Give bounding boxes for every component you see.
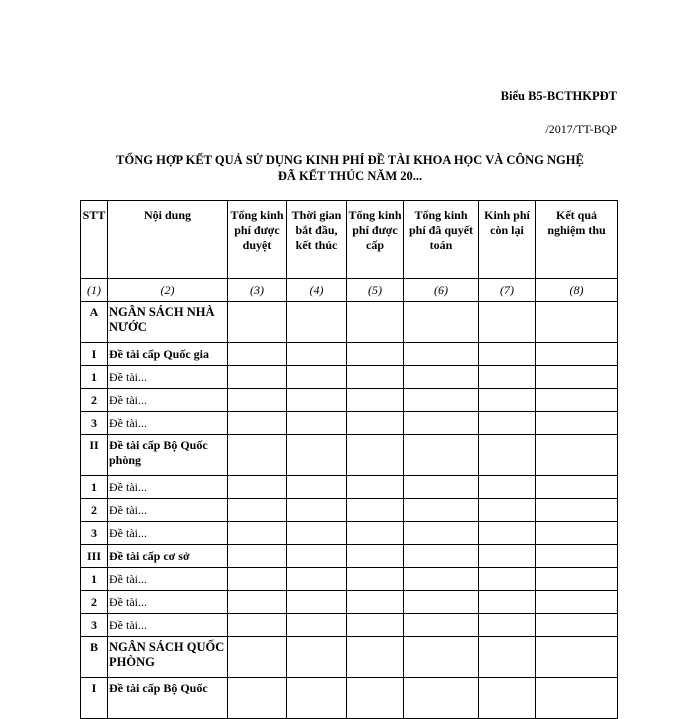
table-cell: [479, 614, 536, 637]
table-cell: [404, 476, 479, 499]
table-cell: [287, 568, 347, 591]
table-cell: [536, 568, 618, 591]
row-content: Đề tài...: [108, 591, 228, 614]
table-cell: [347, 499, 404, 522]
row-stt: 1: [81, 568, 108, 591]
table-cell: [347, 522, 404, 545]
row-content: Đề tài...: [108, 522, 228, 545]
row-stt: 2: [81, 591, 108, 614]
table-cell: [228, 614, 287, 637]
table-cell: [228, 389, 287, 412]
table-cell: [228, 476, 287, 499]
title-line-2: ĐÃ KẾT THÚC NĂM 20...: [277, 169, 423, 183]
table-cell: [287, 637, 347, 678]
table-cell: [479, 476, 536, 499]
table-cell: [536, 302, 618, 343]
table-cell: [479, 412, 536, 435]
table-row: [81, 412, 618, 435]
row-content: NGÂN SÁCH QUỐC PHÒNG: [108, 637, 228, 678]
table-row: [81, 343, 618, 366]
table-row: [81, 637, 618, 678]
table-cell: [479, 678, 536, 719]
table-cell: [536, 499, 618, 522]
table-cell: [287, 435, 347, 476]
table-row: [81, 678, 618, 719]
table-cell: [536, 545, 618, 568]
table-cell: [287, 522, 347, 545]
table-cell: [479, 522, 536, 545]
table-cell: [404, 499, 479, 522]
row-stt: II: [81, 435, 108, 476]
row-stt: A: [81, 302, 108, 343]
table-cell: [404, 343, 479, 366]
table-row: [81, 545, 618, 568]
column-header-content: Nội dung: [108, 201, 228, 279]
column-number: (1): [81, 279, 108, 302]
table-row: [81, 568, 618, 591]
table-cell: [228, 302, 287, 343]
column-number: (8): [536, 279, 618, 302]
table-cell: [404, 389, 479, 412]
row-stt: 3: [81, 412, 108, 435]
table-cell: [404, 591, 479, 614]
table-cell: [479, 545, 536, 568]
table-cell: [536, 591, 618, 614]
table-row: [81, 499, 618, 522]
table-cell: [536, 389, 618, 412]
table-cell: [347, 366, 404, 389]
table-cell: [404, 545, 479, 568]
row-content: Đề tài...: [108, 568, 228, 591]
table-cell: [536, 678, 618, 719]
form-code: Biểu B5-BCTHKPĐT: [500, 89, 617, 103]
row-content: Đề tài...: [108, 476, 228, 499]
table-cell: [536, 412, 618, 435]
table-cell: [347, 591, 404, 614]
table-cell: [404, 522, 479, 545]
document-title: [80, 152, 620, 184]
table-cell: [228, 522, 287, 545]
table-row: [81, 522, 618, 545]
table-cell: [287, 678, 347, 719]
table-cell: [404, 614, 479, 637]
report-table: [80, 200, 618, 719]
table-cell: [228, 435, 287, 476]
table-cell: [404, 302, 479, 343]
column-header-time-period: Thời gian bắt đầu, kết thúc: [287, 201, 347, 279]
table-cell: [479, 591, 536, 614]
table-cell: [479, 568, 536, 591]
row-stt: 1: [81, 476, 108, 499]
table-cell: [536, 522, 618, 545]
table-cell: [347, 637, 404, 678]
column-header-stt: STT: [81, 201, 108, 279]
table-row: [81, 366, 618, 389]
table-cell: [287, 499, 347, 522]
table-cell: [536, 614, 618, 637]
table-cell: [536, 637, 618, 678]
column-header-allocated-budget: Tổng kinh phí được cấp: [347, 201, 404, 279]
table-cell: [287, 545, 347, 568]
row-stt: B: [81, 637, 108, 678]
row-stt: 3: [81, 614, 108, 637]
table-cell: [479, 343, 536, 366]
table-cell: [228, 499, 287, 522]
table-cell: [479, 366, 536, 389]
table-cell: [228, 366, 287, 389]
column-header-remaining-budget: Kinh phí còn lại: [479, 201, 536, 279]
row-stt: 2: [81, 389, 108, 412]
header-row: [81, 201, 618, 279]
row-stt: III: [81, 545, 108, 568]
table-cell: [287, 366, 347, 389]
table-cell: [404, 637, 479, 678]
row-stt: I: [81, 678, 108, 719]
column-number: (2): [108, 279, 228, 302]
row-content: Đề tài...: [108, 499, 228, 522]
table-cell: [287, 476, 347, 499]
table-cell: [287, 614, 347, 637]
column-header-acceptance-result: Kết quả nghiệm thu: [536, 201, 618, 279]
table-cell: [347, 678, 404, 719]
table-row: [81, 614, 618, 637]
table-cell: [347, 412, 404, 435]
row-content: Đề tài...: [108, 412, 228, 435]
table-cell: [347, 302, 404, 343]
table-cell: [347, 435, 404, 476]
table-row: [81, 389, 618, 412]
table-row: [81, 302, 618, 343]
title-line-1: TỔNG HỢP KẾT QUẢ SỬ DỤNG KINH PHÍ ĐỀ TÀI KHOA HỌC VÀ CÔNG NGHỆ: [116, 153, 584, 167]
table-cell: [228, 637, 287, 678]
table-cell: [536, 366, 618, 389]
table-cell: [347, 476, 404, 499]
table-cell: [536, 343, 618, 366]
row-stt: 3: [81, 522, 108, 545]
row-content: Đề tài cấp Bộ Quốc phòng: [108, 435, 228, 476]
row-content: Đề tài cấp Bộ Quốc: [108, 678, 228, 719]
column-header-approved-budget: Tổng kinh phí được duyệt: [228, 201, 287, 279]
table-cell: [536, 476, 618, 499]
table-cell: [404, 412, 479, 435]
table-cell: [228, 591, 287, 614]
table-cell: [479, 302, 536, 343]
table-cell: [479, 637, 536, 678]
row-content: Đề tài...: [108, 389, 228, 412]
column-number: (6): [404, 279, 479, 302]
row-content: Đề tài cấp Quốc gia: [108, 343, 228, 366]
table-cell: [228, 412, 287, 435]
table-cell: [287, 302, 347, 343]
table-cell: [228, 678, 287, 719]
table-row: [81, 591, 618, 614]
table-cell: [287, 389, 347, 412]
column-number: (4): [287, 279, 347, 302]
row-content: Đề tài cấp cơ sở: [108, 545, 228, 568]
table-cell: [404, 435, 479, 476]
table-row: [81, 476, 618, 499]
table-cell: [287, 591, 347, 614]
table-row: [81, 435, 618, 476]
table-cell: [228, 545, 287, 568]
circular-reference: /2017/TT-BQP: [545, 122, 617, 136]
table-cell: [536, 435, 618, 476]
table-cell: [404, 366, 479, 389]
table-cell: [347, 568, 404, 591]
row-stt: 2: [81, 499, 108, 522]
table-cell: [479, 499, 536, 522]
table-cell: [228, 568, 287, 591]
row-content: Đề tài...: [108, 366, 228, 389]
table-cell: [404, 568, 479, 591]
column-number: (7): [479, 279, 536, 302]
table-cell: [287, 412, 347, 435]
column-number: (3): [228, 279, 287, 302]
table-cell: [479, 389, 536, 412]
column-number-row: [81, 279, 618, 302]
table-cell: [347, 389, 404, 412]
row-content: NGÂN SÁCH NHÀ NƯỚC: [108, 302, 228, 343]
table-cell: [347, 343, 404, 366]
column-number: (5): [347, 279, 404, 302]
table-cell: [287, 343, 347, 366]
table-cell: [347, 545, 404, 568]
column-header-settled-budget: Tổng kinh phí đã quyết toán: [404, 201, 479, 279]
table-cell: [228, 343, 287, 366]
row-stt: 1: [81, 366, 108, 389]
row-stt: I: [81, 343, 108, 366]
row-content: Đề tài...: [108, 614, 228, 637]
table-cell: [479, 435, 536, 476]
table-cell: [347, 614, 404, 637]
table-cell: [404, 678, 479, 719]
